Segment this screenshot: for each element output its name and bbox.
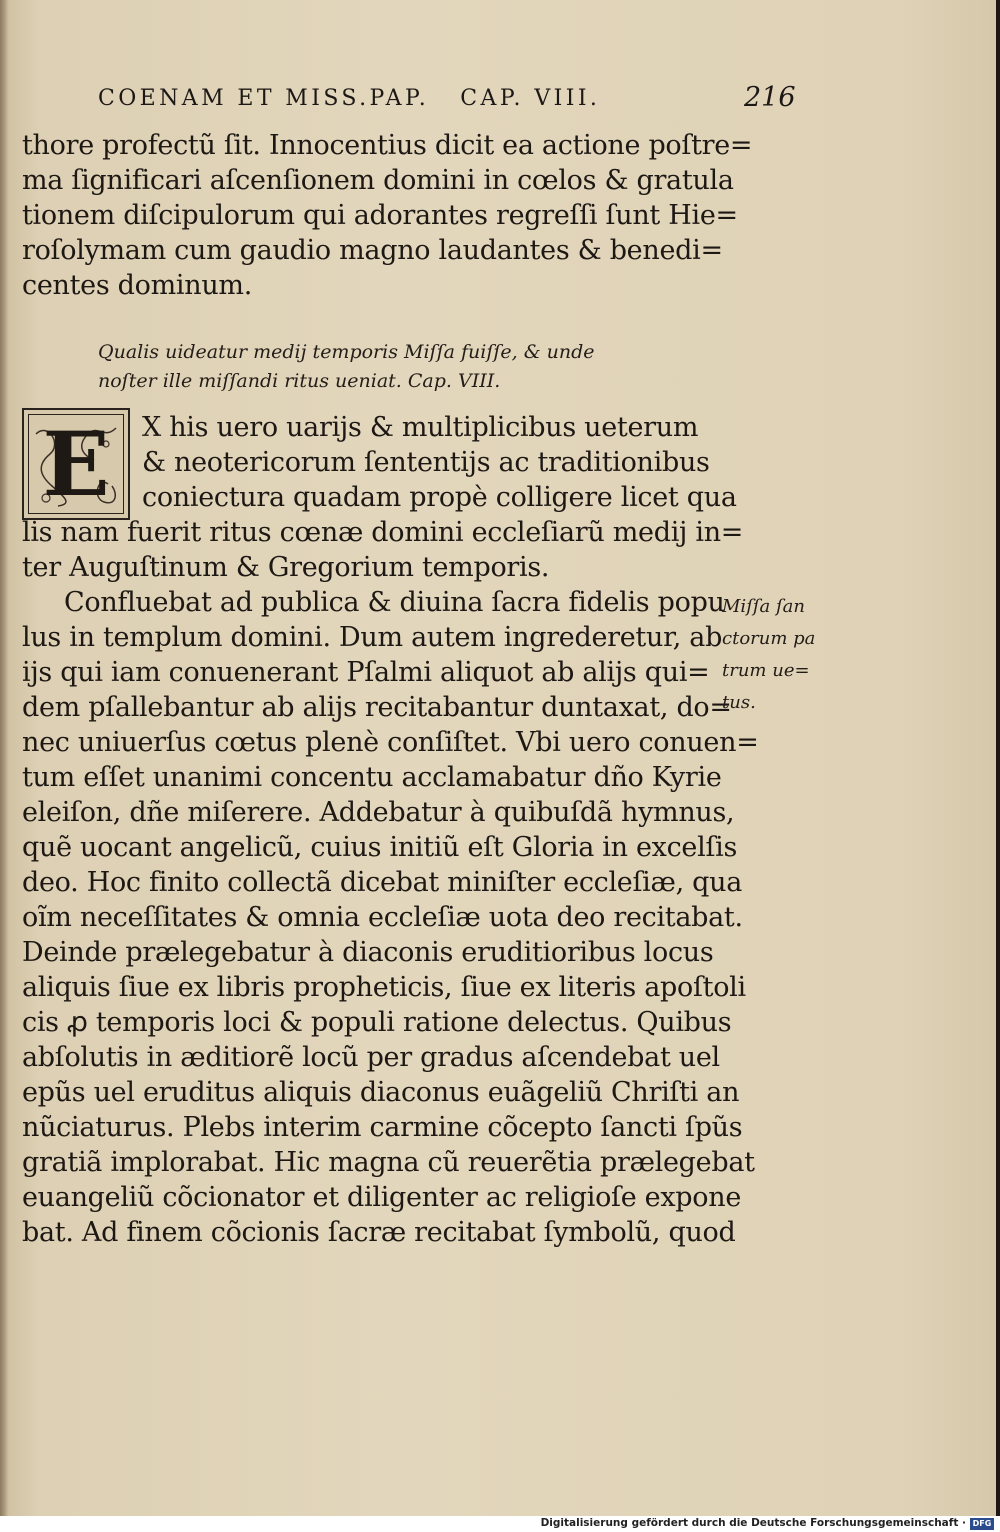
running-head-chapter: CAP. VIII. — [460, 86, 601, 111]
folio-number: 216 — [744, 82, 796, 113]
marginal-note-line: trum ue= — [722, 660, 810, 681]
body-top-line: tionem diſcipulorum qui adorantes regreſſi ſunt Hie= — [22, 200, 738, 231]
body-main-line: Confluebat ad publica & diuina ſacra fidelis popu — [64, 587, 725, 618]
initial-letter: E — [42, 412, 110, 516]
body-main-line: aliquis ſiue ex libris propheticis, ſiue ex literis apoſtoli — [22, 972, 746, 1003]
chapter-heading-line: noſter ille miſſandi ritus ueniat. Cap. VIII. — [98, 370, 501, 392]
body-top-line: thore profectũ ſit. Innocentius dicit ea actione poſtre= — [22, 130, 753, 161]
body-main-line: quẽ uocant angelicũ, cuius initiũ eſt Gloria in excelſis — [22, 832, 738, 863]
marginal-note-line: Miſſa ſan — [722, 596, 805, 617]
running-head-title-text: COENAM ET MISS.PAP. — [98, 86, 430, 111]
body-top-line: ma ſignificari aſcenſionem domini in cœlos & gratula — [22, 165, 734, 196]
running-head-title — [98, 86, 600, 111]
body-main-line: cis ꝓ temporis loci & populi ratione delectus. Quibus — [22, 1007, 732, 1038]
gutter-shadow — [0, 0, 8, 1516]
body-main-line: nũciaturus. Plebs interim carmine cõcepto ſancti ſpũs — [22, 1112, 743, 1143]
body-main-line: & neotericorum ſententijs ac traditionibus — [142, 447, 710, 478]
body-main-line: ter Auguſtinum & Gregorium temporis. — [22, 552, 550, 583]
body-main-line: coniectura quadam propè colligere licet qua — [142, 482, 737, 513]
body-main-line: tum eſſet unanimi concentu acclamabatur dño Kyrie — [22, 762, 722, 793]
body-main-line: abſolutis in æditiorẽ locũ per gradus aſcendebat uel — [22, 1042, 720, 1073]
body-main-line: nec uniuerſus cœtus plenè conſiſtet. Vbi uero conuen= — [22, 727, 759, 758]
body-main-line: Deinde prælegebatur à diaconis eruditioribus locus — [22, 937, 714, 968]
marginal-note-line: ctorum pa — [722, 628, 816, 649]
body-main-line: bat. Ad finem cõcionis ſacræ recitabat ſymbolũ, quod — [22, 1217, 736, 1248]
body-main-line: X his uero uarijs & multiplicibus ueterum — [142, 412, 699, 443]
body-main-line: ijs qui iam conuenerant Pſalmi aliquot ab alijs qui= — [22, 657, 710, 688]
body-main-line: lus in templum domini. Dum autem ingrederetur, ab — [22, 622, 723, 653]
body-main-line: lis nam fuerit ritus cœnæ domini eccleſiarũ medij in= — [22, 517, 744, 548]
dfg-logo-icon: DFG — [970, 1518, 994, 1530]
body-main-line: gratiã implorabat. Hic magna cũ reuerẽtia prælegebat — [22, 1147, 755, 1178]
body-main-line: oĩm neceſſitates & omnia eccleſiæ uota deo recitabat. — [22, 902, 743, 933]
decorated-initial — [22, 408, 130, 520]
body-main-line: dem pſallebantur ab alijs recitabantur duntaxat, do= — [22, 692, 732, 723]
body-main-line: euangeliũ cõcionator et diligenter ac religioſe expone — [22, 1182, 741, 1213]
body-top-line: centes dominum. — [22, 270, 252, 301]
body-main-line: deo. Hoc finito collectã dicebat miniſter eccleſiæ, qua — [22, 867, 743, 898]
body-main-line: eleiſon, dñe miſerere. Addebatur à quibuſdã hymnus, — [22, 797, 735, 828]
body-top-line: roſolymam cum gaudio magno laudantes & benedi= — [22, 235, 723, 266]
dfg-credit: Digitalisierung gefördert durch die Deutsche Forschungsgemeinschaft · — [540, 1517, 966, 1529]
chapter-heading-line: Qualis uideatur medij temporis Miſſa fuiſſe, & unde — [98, 341, 595, 363]
body-main-line: epũs uel eruditus aliquis diaconus euãgeliũ Chriſti an — [22, 1077, 740, 1108]
marginal-note-line: tus. — [722, 692, 756, 713]
